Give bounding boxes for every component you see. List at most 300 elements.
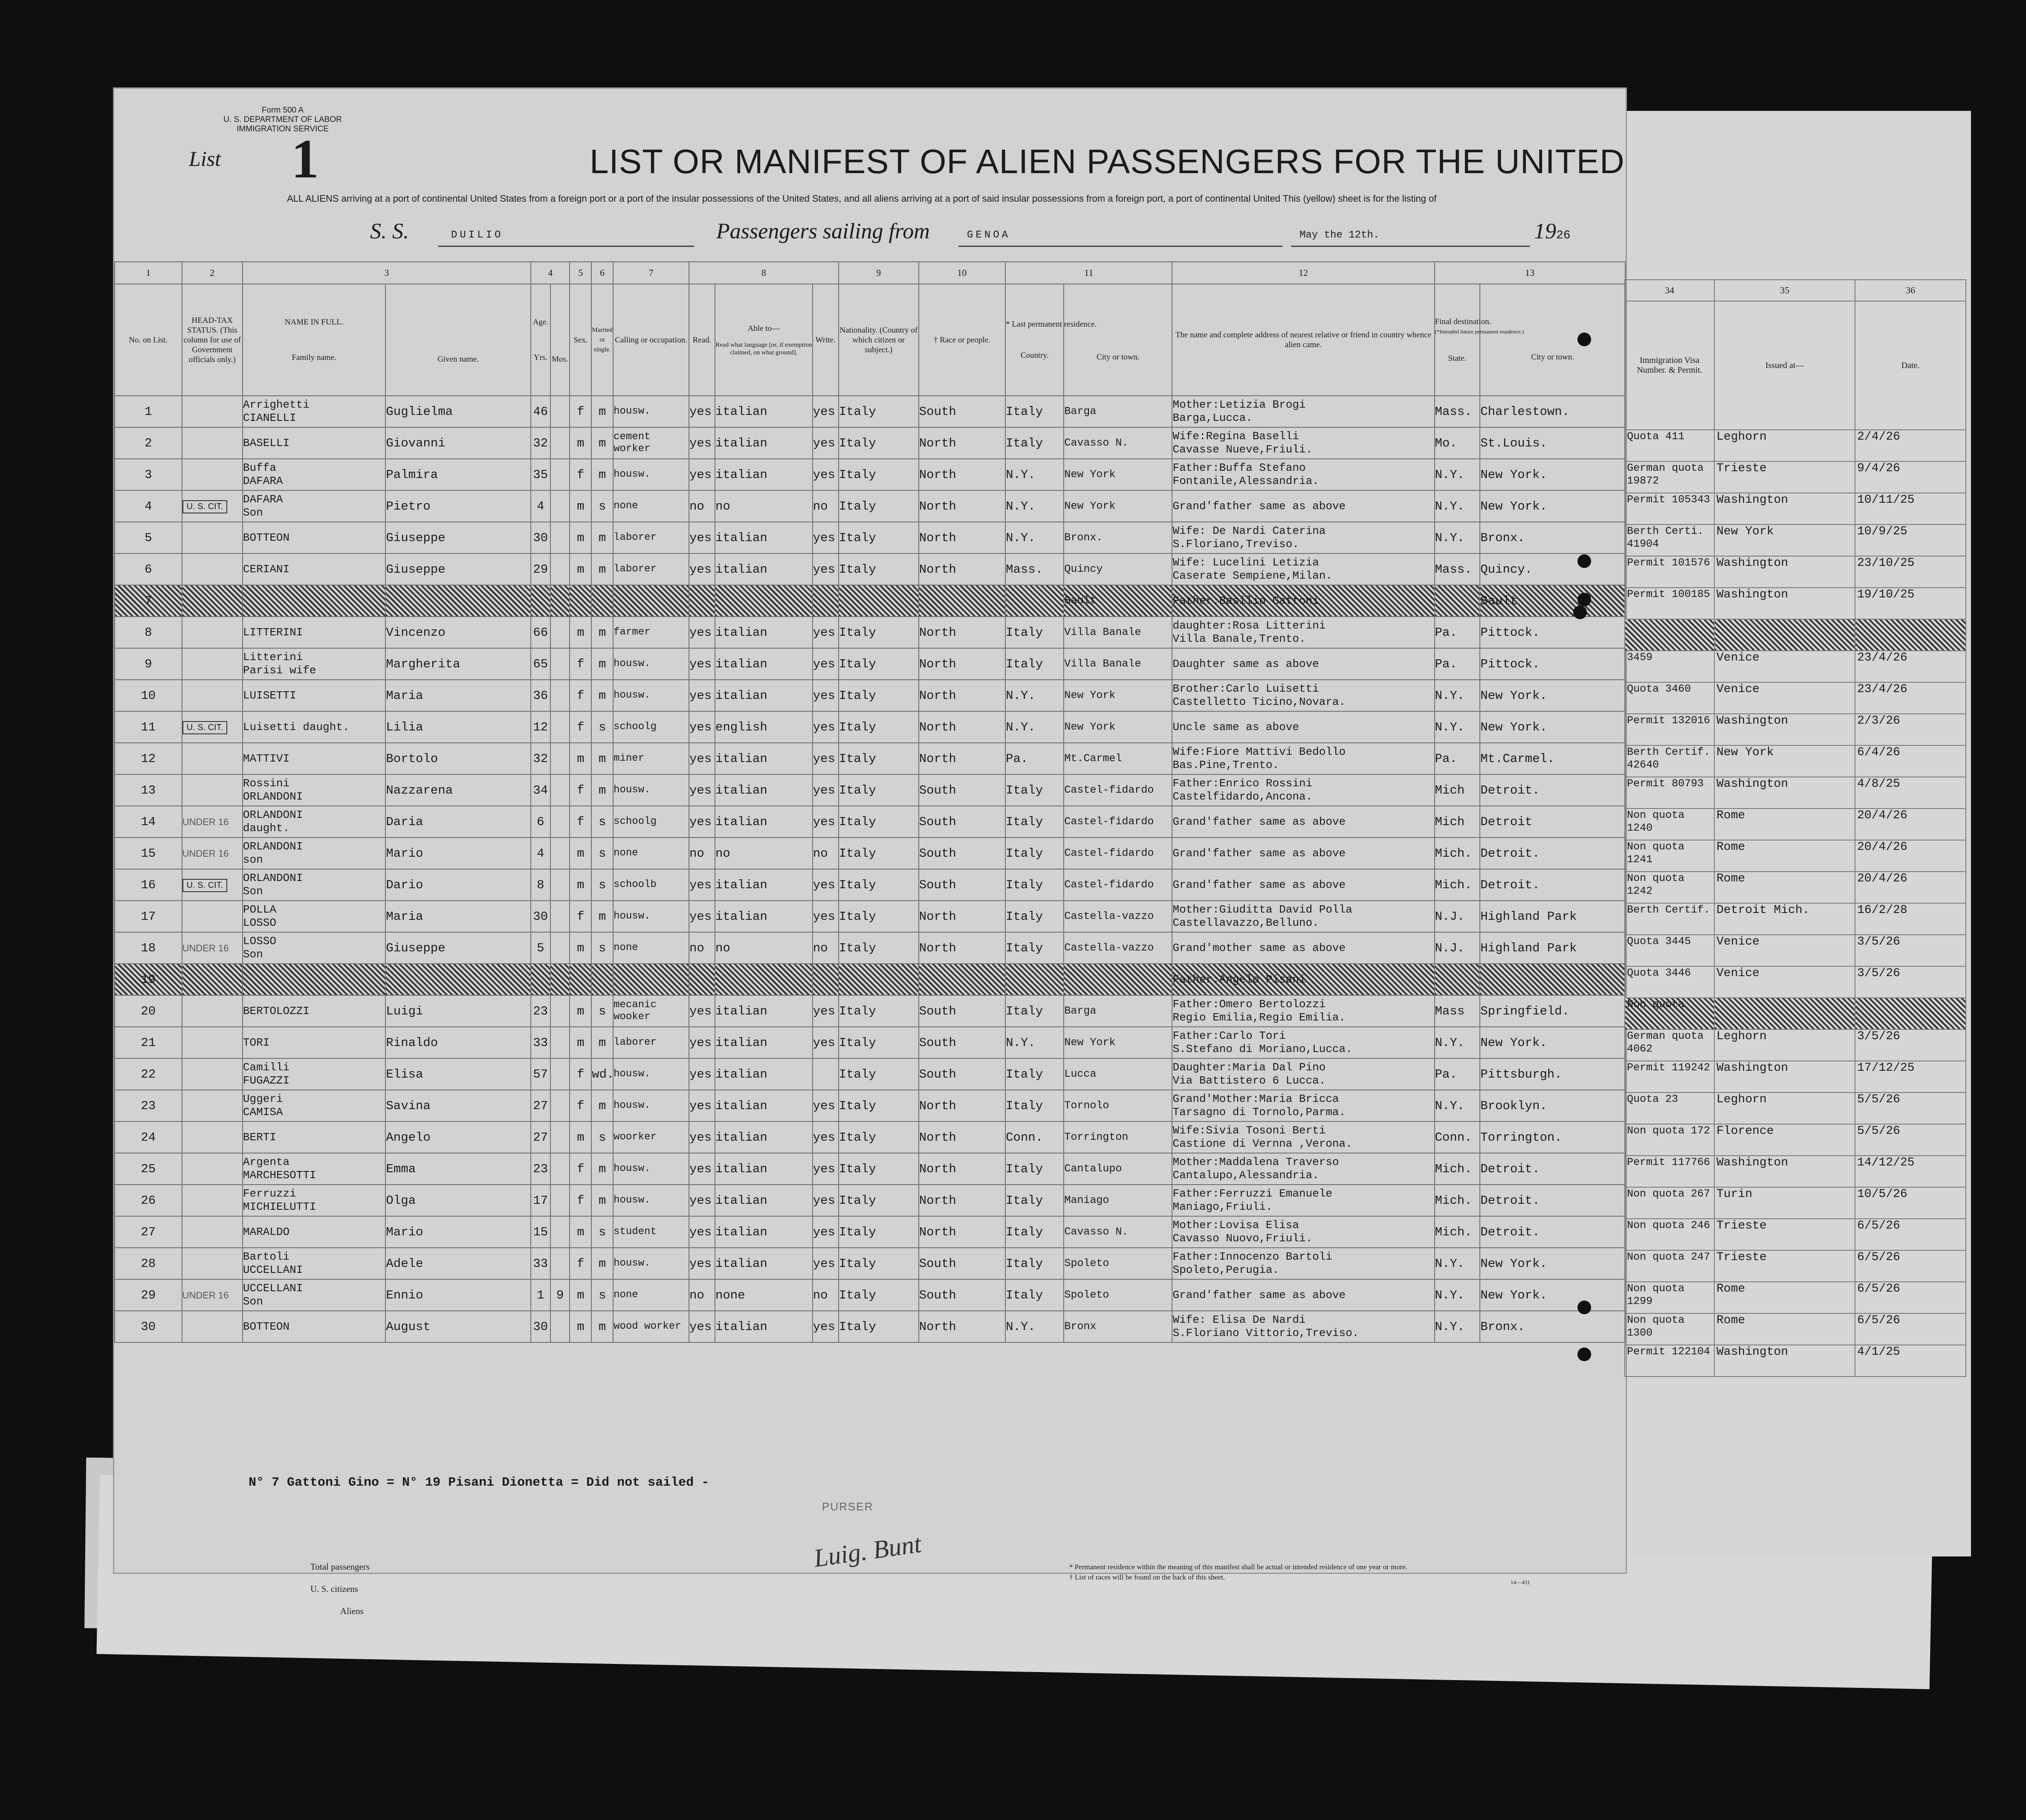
family-relation: DAFARA [243,475,283,487]
marital-status: m [591,617,613,648]
status-stamp: U. S. CIT. [182,721,228,734]
total-passengers-label: Total passengers [310,1562,370,1572]
can-write: yes [813,1185,839,1216]
marital-status: s [591,1216,613,1248]
head-tax-status [182,648,243,680]
header-race: † Race or people. [919,284,1005,396]
us-citizens-label: U. S. citizens [310,1584,358,1594]
visa-row [1625,809,1966,840]
nationality: Italy [839,490,919,522]
residence-city: Mt.Carmel [1064,743,1172,774]
visa-number: Non quota 1242 [1625,872,1714,903]
visa-row [1625,966,1966,998]
residence-country: Italy [1005,901,1064,932]
age-years: 65 [531,648,550,680]
passenger-row [115,490,1625,522]
family-name [243,711,385,743]
residence-city: Castella-vazzo [1064,901,1172,932]
given-name: Adele [385,1248,531,1279]
visa-number: German quota 19872 [1625,461,1714,493]
family-name [243,838,385,869]
relative-address: Castione di Vernna ,Verona. [1172,1137,1352,1150]
row-number: 15 [115,838,182,869]
nationality: Italy [839,1153,919,1185]
relative-name: Daughter same as above [1172,657,1319,670]
head-tax-status [182,964,243,995]
residence-country: Italy [1005,774,1064,806]
nearest-relative [1172,522,1434,554]
passenger-row [115,743,1625,774]
sailing-label: Passengers sailing from [716,219,930,243]
visa-number: Berth Certi. 41904 [1625,525,1714,556]
head-tax-status [182,1248,243,1279]
issue-date: 23/4/26 [1855,651,1966,682]
punch-hole [1577,593,1591,606]
visa-row [1625,588,1966,619]
row-number: 12 [115,743,182,774]
passenger-table [114,261,1626,1343]
destination-state: Conn. [1435,1122,1480,1153]
marital-status: s [591,869,613,901]
destination-state: Pa. [1435,743,1480,774]
age-years: 1 [531,1279,550,1311]
visa-row [1625,872,1966,903]
relative-address: Barga,Lucca. [1172,412,1253,424]
age-years: 15 [531,1216,550,1248]
issued-at: Washington [1714,588,1855,619]
relative-name: Uncle same as above [1172,720,1299,733]
issue-date: 20/4/26 [1855,840,1966,872]
race: South [919,1027,1005,1058]
passenger-row [115,1122,1625,1153]
destination-state [1435,964,1480,995]
passenger-row [115,995,1625,1027]
date-underline [1291,246,1530,247]
family-name [243,554,385,585]
read-language: italian [715,869,813,901]
visa-number: Permit 122104 [1625,1345,1714,1377]
header-city: City or town. [1064,284,1172,396]
residence-city: Quincy [1064,554,1172,585]
relative-address: Castelletto Ticino,Novara. [1172,696,1346,708]
visa-number: Quota 3460 [1625,682,1714,714]
issued-at: Detroit Mich. [1714,903,1855,935]
colnum: 36 [1855,280,1966,301]
nationality: Italy [839,554,919,585]
header-dest-city: City or town. [1480,284,1625,396]
destination-state: N.Y. [1435,680,1480,711]
age-months [550,711,570,743]
sex: f [570,901,591,932]
issue-date: 5/5/26 [1855,1124,1966,1156]
row-number: 29 [115,1279,182,1311]
status-stamp: UNDER 16 [182,1290,229,1301]
can-read: yes [689,1058,715,1090]
marital-status: m [591,680,613,711]
relative-address: Cavasse Nueve,Friuli. [1172,443,1313,456]
nearest-relative [1172,459,1434,490]
relative-address: Fontanile,Alessandria. [1172,475,1319,487]
head-tax-status [182,1153,243,1185]
read-language: italian [715,522,813,554]
read-language: italian [715,680,813,711]
visa-number: Non quota 267 [1625,1187,1714,1219]
year-suffix: 26 [1556,229,1571,242]
header-state [1435,284,1524,396]
visa-row [1625,493,1966,525]
occupation: none [613,1279,689,1311]
residence-city: New York [1064,680,1172,711]
family-name-line: Buffa [243,461,276,474]
can-read: yes [689,554,715,585]
punch-hole [1577,1348,1591,1361]
marital-status: m [591,396,613,427]
sex [570,964,591,995]
can-read: no [689,490,715,522]
row-number: 13 [115,774,182,806]
family-name [243,459,385,490]
age-years: 46 [531,396,550,427]
visa-number: Permit 101576 [1625,556,1714,588]
issue-date: 10/5/26 [1855,1187,1966,1219]
family-name [243,1185,385,1216]
given-name: Giuseppe [385,554,531,585]
nearest-relative [1172,774,1434,806]
age-years: 23 [531,995,550,1027]
status-stamp: U. S. CIT. [182,879,228,892]
read-language: italian [715,1153,813,1185]
colnum: 9 [839,262,919,284]
sex [570,585,591,617]
nearest-relative [1172,743,1434,774]
destination-city: New York. [1480,1027,1625,1058]
issued-at: Washington [1714,714,1855,745]
relative-address: Cantalupo,Alessandria. [1172,1169,1319,1182]
occupation: housw. [613,680,689,711]
footnotes [1069,1562,1407,1582]
header-yrs-label: Yrs. [533,353,547,362]
passenger-row [115,1090,1625,1122]
visa-row [1625,430,1966,461]
row-number: 19 [115,964,182,995]
visa-number: Quota 23 [1625,1093,1714,1124]
residence-country: N.Y. [1005,490,1064,522]
nearest-relative [1172,585,1434,617]
family-relation: Son [243,948,263,961]
row-number: 11 [115,711,182,743]
family-name [243,680,385,711]
colnum: 6 [591,262,613,284]
residence-city: Barga [1064,396,1172,427]
read-language: italian [715,806,813,838]
issue-date: 4/1/25 [1855,1345,1966,1377]
visa-header-row [1625,301,1966,430]
can-write [813,585,839,617]
passenger-row [115,617,1625,648]
passenger-row [115,1027,1625,1058]
head-tax-status [182,901,243,932]
residence-city: Spoleto [1064,1248,1172,1279]
nationality: Italy [839,1122,919,1153]
race: North [919,522,1005,554]
residence-city: New York [1064,711,1172,743]
issue-date: 20/4/26 [1855,872,1966,903]
marital-status: m [591,1185,613,1216]
status-stamp: UNDER 16 [182,848,229,859]
row-number: 6 [115,554,182,585]
issued-at: Washington [1714,1345,1855,1377]
visa-row [1625,714,1966,745]
port-underline [958,246,1282,247]
family-name [243,1216,385,1248]
issued-at: Trieste [1714,1250,1855,1282]
residence-country: N.Y. [1005,680,1064,711]
race: North [919,932,1005,964]
visa-number: German quota 4062 [1625,1029,1714,1061]
header-final-destination: Final destination. [1435,317,1491,326]
row-number: 28 [115,1248,182,1279]
residence-city: New York [1064,1027,1172,1058]
destination-city: Brooklyn. [1480,1090,1625,1122]
age-years: 8 [531,869,550,901]
marital-status: m [591,1153,613,1185]
destination-city: Detroit. [1480,869,1625,901]
manifest-sheet [113,87,1627,1616]
can-read: yes [689,648,715,680]
head-tax-status [182,554,243,585]
marital-status: wd. [591,1058,613,1090]
ss-label: S. S. [370,219,409,243]
colnum: 1 [115,262,182,284]
can-read: yes [689,806,715,838]
residence-country: Italy [1005,1185,1064,1216]
destination-city: Pittock. [1480,617,1625,648]
age-years: 27 [531,1090,550,1122]
age-years: 30 [531,901,550,932]
residence-city: Villa Banale [1064,648,1172,680]
residence-city: Cavasso N. [1064,427,1172,459]
relative-name: Grand'mother same as above [1172,941,1346,954]
family-relation: Son [243,885,263,898]
can-read: yes [689,617,715,648]
destination-city: New York. [1480,711,1625,743]
destination-city: Pittock. [1480,648,1625,680]
issue-date: 2/4/26 [1855,430,1966,461]
row-number: 27 [115,1216,182,1248]
family-name-line: ORLANDONI [243,809,303,821]
race: North [919,1311,1005,1342]
age-months [550,1153,570,1185]
read-language: italian [715,617,813,648]
nationality: Italy [839,459,919,490]
issued-at: New York [1714,525,1855,556]
sex: m [570,1027,591,1058]
destination-city: St.Louis. [1480,427,1625,459]
header-nationality: Nationality. (Country of which citizen or subject.) [839,284,919,396]
visa-number: Permit 105343 [1625,493,1714,525]
race: South [919,396,1005,427]
issued-at: Washington [1714,777,1855,809]
read-language: italian [715,995,813,1027]
destination-city: New York. [1480,1248,1625,1279]
passenger-row [115,901,1625,932]
race: North [919,711,1005,743]
race: North [919,1090,1005,1122]
colnum: 2 [182,262,243,284]
can-read: yes [689,743,715,774]
can-write: yes [813,1248,839,1279]
relative-address: Cavasso Nuovo,Friuli. [1172,1232,1313,1245]
read-language: italian [715,774,813,806]
age-years: 36 [531,680,550,711]
row-number: 26 [115,1185,182,1216]
row-number: 17 [115,901,182,932]
can-read: yes [689,522,715,554]
age-months [550,680,570,711]
destination-city: Highland Park [1480,901,1625,932]
can-write [813,1058,839,1090]
row-number: 4 [115,490,182,522]
relative-address: S.Stefano di Moriano,Lucca. [1172,1043,1352,1055]
issue-date: 23/4/26 [1855,682,1966,714]
head-tax-status [182,743,243,774]
row-number: 24 [115,1122,182,1153]
marital-status: m [591,554,613,585]
can-read: yes [689,396,715,427]
nearest-relative [1172,1311,1434,1342]
relative-name: Wife:Regina Baselli [1172,430,1299,443]
family-name [243,869,385,901]
visa-row [1625,1345,1966,1377]
residence-city: Cantalupo [1064,1153,1172,1185]
family-name-line: Ferruzzi [243,1187,296,1200]
age-months [550,1216,570,1248]
nearest-relative [1172,1090,1434,1122]
nearest-relative [1172,995,1434,1027]
family-relation: ORLANDONI [243,790,303,803]
can-read: yes [689,1027,715,1058]
marital-status: m [591,743,613,774]
destination-city [1480,964,1625,995]
form-identifier [180,106,385,134]
age-months [550,1311,570,1342]
relative-address: Maniago,Friuli. [1172,1200,1273,1213]
destination-state: Mass. [1435,554,1480,585]
age-years: 30 [531,522,550,554]
residence-country: N.Y. [1005,711,1064,743]
visa-colnum-row [1625,280,1966,301]
can-read: yes [689,1153,715,1185]
family-relation: UCCELLANI [243,1264,303,1276]
can-write: yes [813,522,839,554]
destination-state: Mich. [1435,869,1480,901]
marital-status: m [591,1311,613,1342]
race: North [919,1122,1005,1153]
family-relation: Son [243,1295,263,1308]
passenger-row [115,680,1625,711]
occupation: laborer [613,554,689,585]
can-write: yes [813,680,839,711]
passenger-row [115,774,1625,806]
occupation: housw. [613,774,689,806]
head-tax-status [182,869,243,901]
can-read: yes [689,427,715,459]
visa-row [1625,935,1966,966]
race: South [919,1248,1005,1279]
issue-date: 3/5/26 [1855,966,1966,998]
occupation: student [613,1216,689,1248]
issued-at: Leghorn [1714,1029,1855,1061]
visa-number: Non quota [1625,998,1714,1029]
head-tax-status [182,1185,243,1216]
visa-number: Non quota 1300 [1625,1313,1714,1345]
marital-status: m [591,1090,613,1122]
family-name-line: Bartoli [243,1250,290,1263]
sex: m [570,869,591,901]
header-married: Married or single. [591,284,613,396]
given-name: Giuseppe [385,522,531,554]
form-number: Form 500 A [261,106,304,115]
destination-city: Bronx. [1480,522,1625,554]
destination-city: New York. [1480,490,1625,522]
passenger-row [115,1248,1625,1279]
nationality: Italy [839,901,919,932]
list-number: 1 [291,128,319,190]
head-tax-status [182,490,243,522]
family-name [243,1311,385,1342]
nationality: Italy [839,396,919,427]
nearest-relative [1172,1248,1434,1279]
occupation: housw. [613,901,689,932]
sex: m [570,743,591,774]
issued-at: Venice [1714,651,1855,682]
age-months [550,1185,570,1216]
can-write: no [813,490,839,522]
marital-status [591,964,613,995]
issue-date: 14/12/25 [1855,1156,1966,1187]
visa-number: Non quota 1240 [1625,809,1714,840]
head-tax-status [182,617,243,648]
race: North [919,1185,1005,1216]
residence-country: Italy [1005,1058,1064,1090]
residence-city: Castel-fidardo [1064,806,1172,838]
sex: m [570,1216,591,1248]
passenger-row [115,1279,1625,1311]
family-relation: MICHIELUTTI [243,1200,316,1213]
status-stamp: U. S. CIT. [182,500,228,513]
read-language: no [715,838,813,869]
passenger-row [115,1058,1625,1090]
head-tax-status [182,1311,243,1342]
issue-date: 10/11/25 [1855,493,1966,525]
visa-number: Permit 80793 [1625,777,1714,809]
head-tax-status [182,585,243,617]
age-months [550,554,570,585]
family-name [243,743,385,774]
read-language: italian [715,1248,813,1279]
family-relation: FUGAZZI [243,1074,290,1087]
read-language [715,585,813,617]
issued-at: Leghorn [1714,430,1855,461]
can-read: yes [689,1216,715,1248]
residence-country: N.Y. [1005,459,1064,490]
row-number: 16 [115,869,182,901]
relative-address: Caserate Sempiene,Milan. [1172,569,1332,582]
header-read-lang [715,284,813,396]
residence-city: Castel-fidardo [1064,869,1172,901]
can-write [813,964,839,995]
nationality: Italy [839,995,919,1027]
